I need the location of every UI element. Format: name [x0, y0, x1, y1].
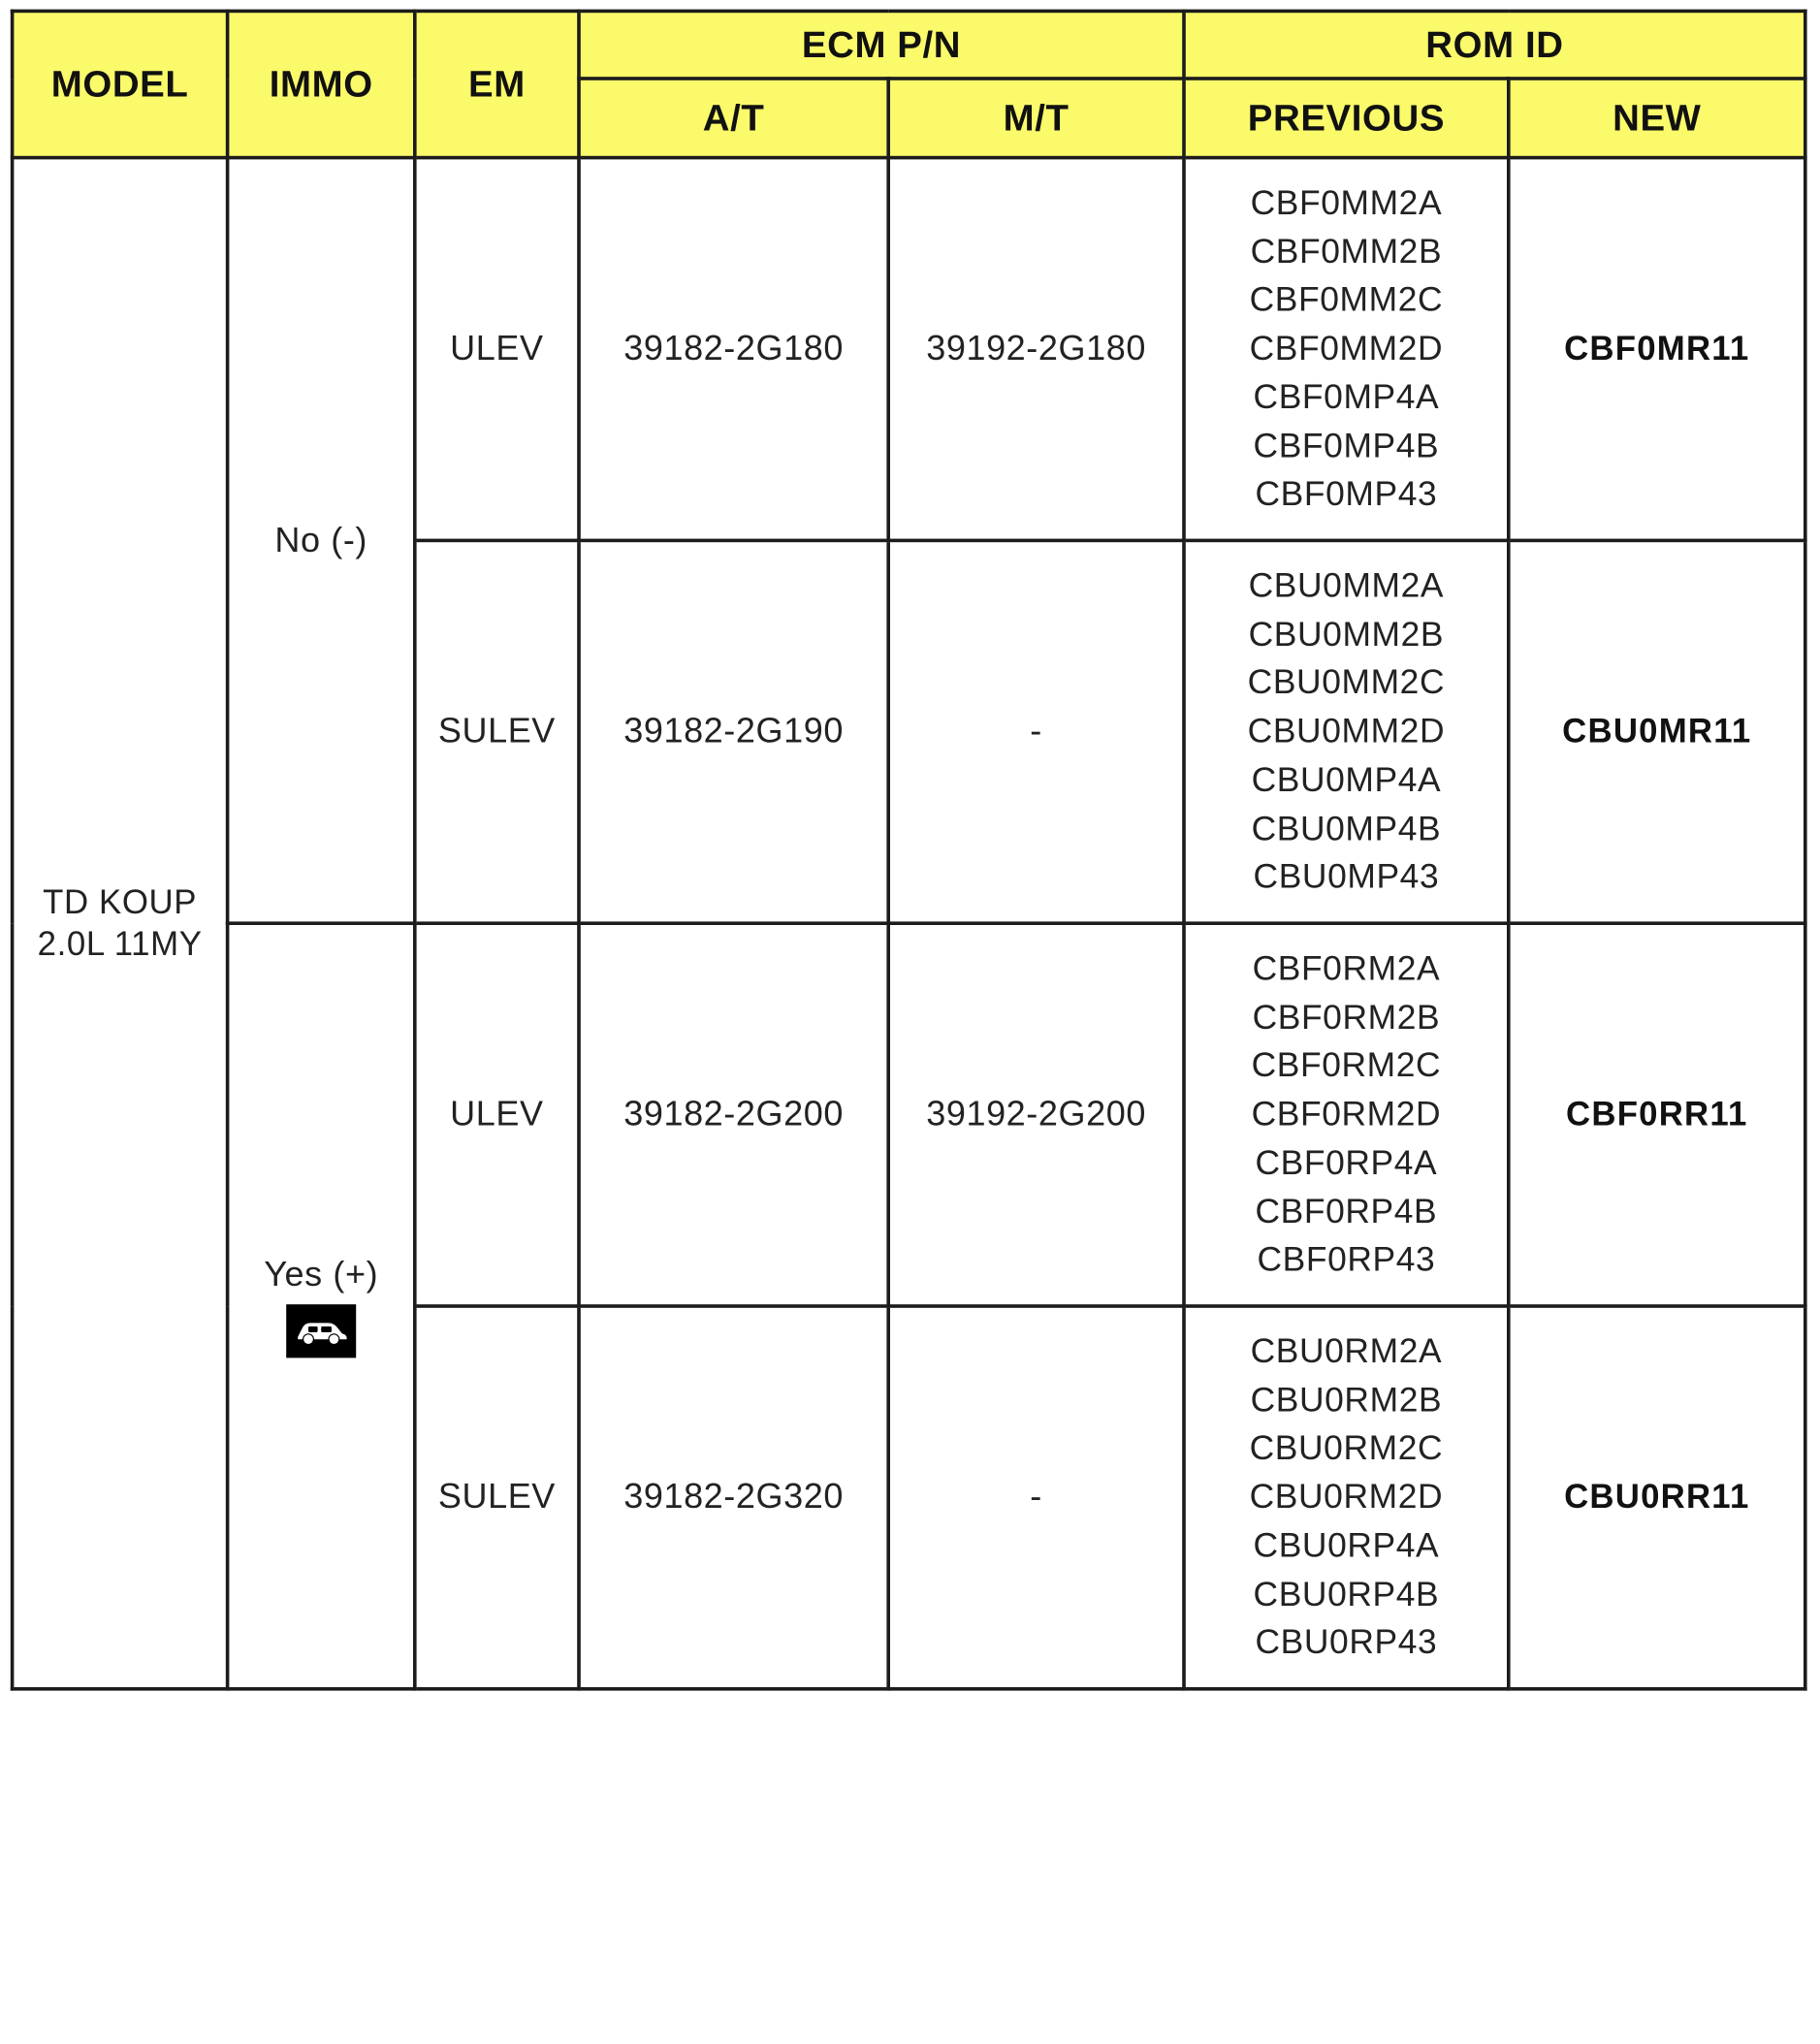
- header-ecm-pn: ECM P/N: [579, 11, 1184, 79]
- new-rom-id: CBF0RR11: [1509, 923, 1805, 1306]
- previous-rom-id: CBU0RM2B: [1250, 1381, 1443, 1420]
- new-rom-id: CBF0MR11: [1509, 158, 1805, 541]
- previous-rom-id: CBU0MM2A: [1248, 566, 1445, 606]
- previous-rom-id: CBU0RM2A: [1250, 1332, 1443, 1371]
- previous-rom-id: CBF0RP43: [1257, 1240, 1436, 1280]
- em-cell: ULEV: [415, 923, 579, 1306]
- previous-rom-id: CBU0RP43: [1255, 1623, 1438, 1662]
- em-cell: SULEV: [415, 1306, 579, 1689]
- previous-rom-id: CBF0MM2D: [1249, 329, 1444, 368]
- model-line-1: TD KOUP: [43, 883, 198, 921]
- previous-rom-list: [1184, 158, 1509, 541]
- previous-rom-id: CBU0RP4A: [1253, 1526, 1440, 1565]
- at-part-number: 39182-2G320: [579, 1306, 888, 1689]
- previous-rom-id: CBF0MM2A: [1250, 183, 1443, 223]
- header-rom-id: ROM ID: [1184, 11, 1805, 79]
- previous-rom-id: CBU0MM2D: [1247, 712, 1446, 751]
- at-part-number: 39182-2G200: [579, 923, 888, 1306]
- previous-rom-id: CBF0RP4A: [1255, 1143, 1438, 1183]
- mt-part-number: 39192-2G200: [888, 923, 1184, 1306]
- previous-rom-id: CBU0RM2C: [1249, 1429, 1444, 1468]
- previous-rom-id: CBU0MM2C: [1247, 663, 1446, 703]
- previous-rom-id: CBF0RM2B: [1252, 998, 1441, 1037]
- previous-rom-id: CBF0MM2B: [1250, 232, 1443, 271]
- em-cell: ULEV: [415, 158, 579, 541]
- table-row: [13, 923, 1805, 1306]
- previous-rom-id: CBU0MP4A: [1251, 760, 1442, 800]
- previous-rom-id: CBU0RP4B: [1253, 1575, 1440, 1613]
- immo-yes-label: Yes (+): [264, 1255, 379, 1293]
- previous-rom-id: CBU0MM2B: [1248, 615, 1445, 655]
- mt-part-number: 39192-2G180: [888, 158, 1184, 541]
- header-mt: M/T: [888, 79, 1184, 158]
- mt-part-number: -: [888, 1306, 1184, 1689]
- previous-rom-id: CBF0RM2C: [1251, 1046, 1442, 1085]
- table-row: [13, 158, 1805, 541]
- previous-rom-id: CBU0MP43: [1253, 857, 1440, 897]
- model-line-2: 2.0L 11MY: [37, 925, 203, 964]
- at-part-number: 39182-2G180: [579, 158, 888, 541]
- previous-rom-id: CBF0RM2A: [1252, 949, 1441, 988]
- header-em: EM: [415, 11, 579, 157]
- header-previous: PREVIOUS: [1184, 79, 1509, 158]
- em-cell: SULEV: [415, 540, 579, 923]
- previous-rom-id: CBF0RM2D: [1251, 1095, 1442, 1134]
- immo-no-label: No (-): [274, 521, 367, 559]
- previous-rom-list: [1184, 1306, 1509, 1689]
- mt-part-number: -: [888, 540, 1184, 923]
- header-immo: IMMO: [228, 11, 415, 157]
- previous-rom-id: CBF0MP43: [1255, 474, 1438, 514]
- previous-rom-id: CBU0MP4B: [1251, 809, 1442, 848]
- new-rom-id: CBU0RR11: [1509, 1306, 1805, 1689]
- previous-rom-id: CBF0RP4B: [1255, 1192, 1438, 1231]
- at-part-number: 39182-2G190: [579, 540, 888, 923]
- header-model: MODEL: [13, 11, 228, 157]
- previous-rom-id: CBF0MP4A: [1253, 377, 1440, 417]
- immo-yes-cell: [228, 923, 415, 1689]
- immobilizer-car-key-icon: [286, 1304, 356, 1357]
- previous-rom-id: CBF0MP4B: [1253, 426, 1440, 465]
- model-cell: [13, 158, 228, 1689]
- previous-rom-list: [1184, 923, 1509, 1306]
- header-new: NEW: [1509, 79, 1805, 158]
- previous-rom-list: [1184, 540, 1509, 923]
- previous-rom-id: CBF0MM2C: [1249, 280, 1444, 320]
- immo-no-cell: [228, 158, 415, 924]
- header-at: A/T: [579, 79, 888, 158]
- previous-rom-id: CBU0RM2D: [1249, 1478, 1444, 1517]
- header-row-1: [13, 11, 1805, 79]
- ecm-rom-id-table: [11, 10, 1807, 1691]
- new-rom-id: CBU0MR11: [1509, 540, 1805, 923]
